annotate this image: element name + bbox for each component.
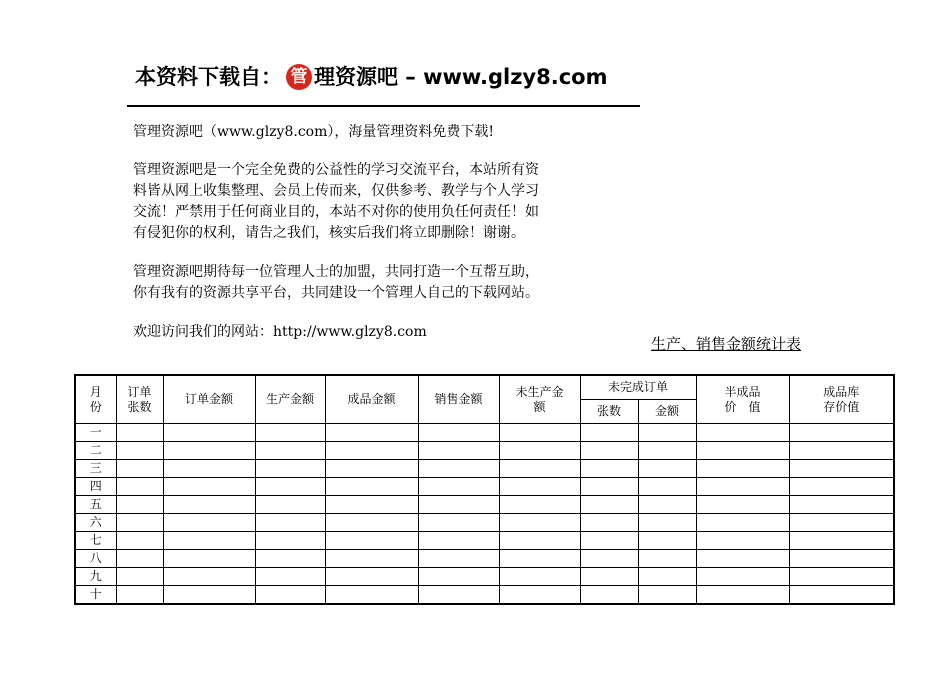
data-cell[interactable]	[325, 460, 418, 478]
data-cell[interactable]	[325, 568, 418, 586]
data-cell[interactable]	[255, 496, 325, 514]
banner-dash: –	[398, 65, 424, 89]
data-cell[interactable]	[638, 550, 696, 568]
header-finished-stock-value: 成品库 存价值	[789, 375, 894, 424]
data-cell[interactable]	[255, 514, 325, 532]
data-cell[interactable]	[325, 514, 418, 532]
banner-site-name: 理资源吧	[314, 65, 398, 89]
data-cell[interactable]	[499, 550, 580, 568]
data-cell[interactable]	[789, 550, 894, 568]
data-cell[interactable]	[580, 550, 638, 568]
banner-prefix: 本资料下载自：	[135, 65, 282, 89]
data-cell[interactable]	[580, 424, 638, 442]
month-cell: 六	[75, 514, 116, 532]
data-cell[interactable]	[418, 532, 499, 550]
intro-line: 管理资源吧（www.glzy8.com），海量管理资料免费下载!	[133, 124, 494, 140]
data-cell[interactable]	[163, 532, 255, 550]
data-cell[interactable]	[116, 424, 163, 442]
data-cell[interactable]	[418, 568, 499, 586]
data-cell[interactable]	[116, 586, 163, 605]
data-cell[interactable]	[255, 460, 325, 478]
data-cell[interactable]	[789, 496, 894, 514]
data-cell[interactable]	[418, 442, 499, 460]
disclaimer-line: 料皆从网上收集整理、会员上传而来，仅供参考、教学与个人学习	[133, 183, 539, 199]
data-cell[interactable]	[789, 460, 894, 478]
month-cell: 九	[75, 568, 116, 586]
data-cell[interactable]	[580, 442, 638, 460]
data-cell[interactable]	[163, 568, 255, 586]
data-cell[interactable]	[255, 550, 325, 568]
header-order-amount: 订单金额	[163, 375, 255, 424]
data-cell[interactable]	[580, 532, 638, 550]
disclaimer-line: 有侵犯你的权利，请告之我们，核实后我们将立即删除！谢谢。	[133, 225, 525, 241]
data-cell[interactable]	[418, 496, 499, 514]
data-cell[interactable]	[696, 496, 789, 514]
data-cell[interactable]	[163, 478, 255, 496]
data-cell[interactable]	[499, 514, 580, 532]
data-cell[interactable]	[116, 442, 163, 460]
data-cell[interactable]	[163, 442, 255, 460]
banner-divider	[127, 105, 640, 107]
data-cell[interactable]	[696, 568, 789, 586]
month-cell: 七	[75, 532, 116, 550]
data-cell[interactable]	[325, 586, 418, 605]
data-cell[interactable]	[580, 478, 638, 496]
data-cell[interactable]	[255, 478, 325, 496]
data-cell[interactable]	[116, 532, 163, 550]
table-row	[75, 586, 894, 605]
data-cell[interactable]	[499, 532, 580, 550]
data-cell[interactable]	[499, 442, 580, 460]
data-cell[interactable]	[499, 478, 580, 496]
table-row	[75, 532, 894, 550]
table-row	[75, 550, 894, 568]
disclaimer-paragraph	[133, 160, 653, 244]
data-cell[interactable]	[325, 442, 418, 460]
data-cell[interactable]	[116, 550, 163, 568]
data-cell[interactable]	[325, 550, 418, 568]
data-cell[interactable]	[638, 514, 696, 532]
data-cell[interactable]	[696, 424, 789, 442]
data-cell[interactable]	[163, 460, 255, 478]
data-cell[interactable]	[580, 460, 638, 478]
data-cell[interactable]	[255, 424, 325, 442]
header-unfinished-amount: 金额	[638, 400, 696, 424]
data-cell[interactable]	[789, 532, 894, 550]
data-cell[interactable]	[638, 442, 696, 460]
table-row	[75, 568, 894, 586]
header-order-count: 订单 张数	[116, 375, 163, 424]
data-cell[interactable]	[255, 586, 325, 605]
data-cell[interactable]	[163, 424, 255, 442]
table-row	[75, 460, 894, 478]
data-cell[interactable]	[789, 568, 894, 586]
header-production-amount: 生产金额	[255, 375, 325, 424]
data-cell[interactable]	[325, 424, 418, 442]
month-cell: 一	[75, 424, 116, 442]
header-semi-finished-value: 半成品 价 值	[696, 375, 789, 424]
data-cell[interactable]	[580, 568, 638, 586]
data-cell[interactable]	[499, 460, 580, 478]
data-cell[interactable]	[789, 586, 894, 605]
data-cell[interactable]	[499, 586, 580, 605]
data-cell[interactable]	[325, 532, 418, 550]
data-cell[interactable]	[163, 586, 255, 605]
data-cell[interactable]	[580, 496, 638, 514]
month-cell: 十	[75, 586, 116, 605]
data-cell[interactable]	[325, 478, 418, 496]
data-cell[interactable]	[696, 460, 789, 478]
visit-link[interactable]: 欢迎访问我们的网站：http://www.glzy8.com	[133, 324, 427, 340]
data-cell[interactable]	[638, 460, 696, 478]
table-title: 生产、销售金额统计表	[651, 335, 802, 353]
table-row	[75, 478, 894, 496]
data-cell[interactable]	[116, 478, 163, 496]
data-cell[interactable]	[499, 496, 580, 514]
data-cell[interactable]	[789, 478, 894, 496]
month-cell: 二	[75, 442, 116, 460]
data-cell[interactable]	[163, 514, 255, 532]
data-cell[interactable]	[418, 478, 499, 496]
data-cell[interactable]	[638, 496, 696, 514]
data-cell[interactable]	[638, 586, 696, 605]
data-cell[interactable]	[418, 550, 499, 568]
data-cell[interactable]	[789, 514, 894, 532]
data-cell[interactable]	[789, 442, 894, 460]
disclaimer-line: 管理资源吧是一个完全免费的公益性的学习交流平台，本站所有资	[133, 162, 539, 178]
data-cell[interactable]	[163, 496, 255, 514]
data-cell[interactable]	[255, 568, 325, 586]
data-cell[interactable]	[638, 532, 696, 550]
table-row	[75, 442, 894, 460]
table-row	[75, 514, 894, 532]
data-cell[interactable]	[789, 424, 894, 442]
data-cell[interactable]	[499, 424, 580, 442]
data-cell[interactable]	[696, 442, 789, 460]
stats-table	[74, 374, 895, 605]
banner-domain: www.glzy8.com	[423, 65, 608, 89]
header-unfinished-orders: 未完成订单	[580, 375, 696, 400]
header-month: 月 份	[75, 375, 116, 424]
header-sales-amount: 销售金额	[418, 375, 499, 424]
data-cell[interactable]	[116, 460, 163, 478]
data-cell[interactable]	[418, 460, 499, 478]
table-row	[75, 424, 894, 442]
invitation-line: 管理资源吧期待每一位管理人士的加盟，共同打造一个互帮互助，	[133, 264, 539, 280]
data-cell[interactable]	[696, 550, 789, 568]
logo-icon: 管	[286, 64, 312, 90]
data-cell[interactable]	[696, 586, 789, 605]
header-unfinished-count: 张数	[580, 400, 638, 424]
data-cell[interactable]	[255, 442, 325, 460]
month-cell: 八	[75, 550, 116, 568]
data-cell[interactable]	[255, 532, 325, 550]
disclaimer-line: 交流！严禁用于任何商业目的，本站不对你的使用负任何责任！如	[133, 204, 539, 220]
month-cell: 四	[75, 478, 116, 496]
data-cell[interactable]	[580, 514, 638, 532]
invitation-paragraph	[133, 262, 653, 304]
data-cell[interactable]	[638, 568, 696, 586]
data-cell[interactable]	[418, 424, 499, 442]
data-cell[interactable]	[116, 568, 163, 586]
header-unproduced-amount: 未生产金 额	[499, 375, 580, 424]
data-cell[interactable]	[638, 478, 696, 496]
data-cell[interactable]	[116, 496, 163, 514]
data-cell[interactable]	[696, 478, 789, 496]
invitation-line: 你有我有的资源共享平台，共同建设一个管理人自己的下载网站。	[133, 285, 539, 301]
data-cell[interactable]	[638, 424, 696, 442]
data-cell[interactable]	[418, 514, 499, 532]
data-cell[interactable]	[580, 586, 638, 605]
month-cell: 三	[75, 460, 116, 478]
data-cell[interactable]	[325, 496, 418, 514]
header-finished-amount: 成品金额	[325, 375, 418, 424]
data-cell[interactable]	[696, 532, 789, 550]
data-cell[interactable]	[499, 568, 580, 586]
data-cell[interactable]	[418, 586, 499, 605]
data-cell[interactable]	[696, 514, 789, 532]
table-row	[75, 496, 894, 514]
data-cell[interactable]	[163, 550, 255, 568]
data-cell[interactable]	[116, 514, 163, 532]
banner-title	[135, 62, 607, 92]
month-cell: 五	[75, 496, 116, 514]
